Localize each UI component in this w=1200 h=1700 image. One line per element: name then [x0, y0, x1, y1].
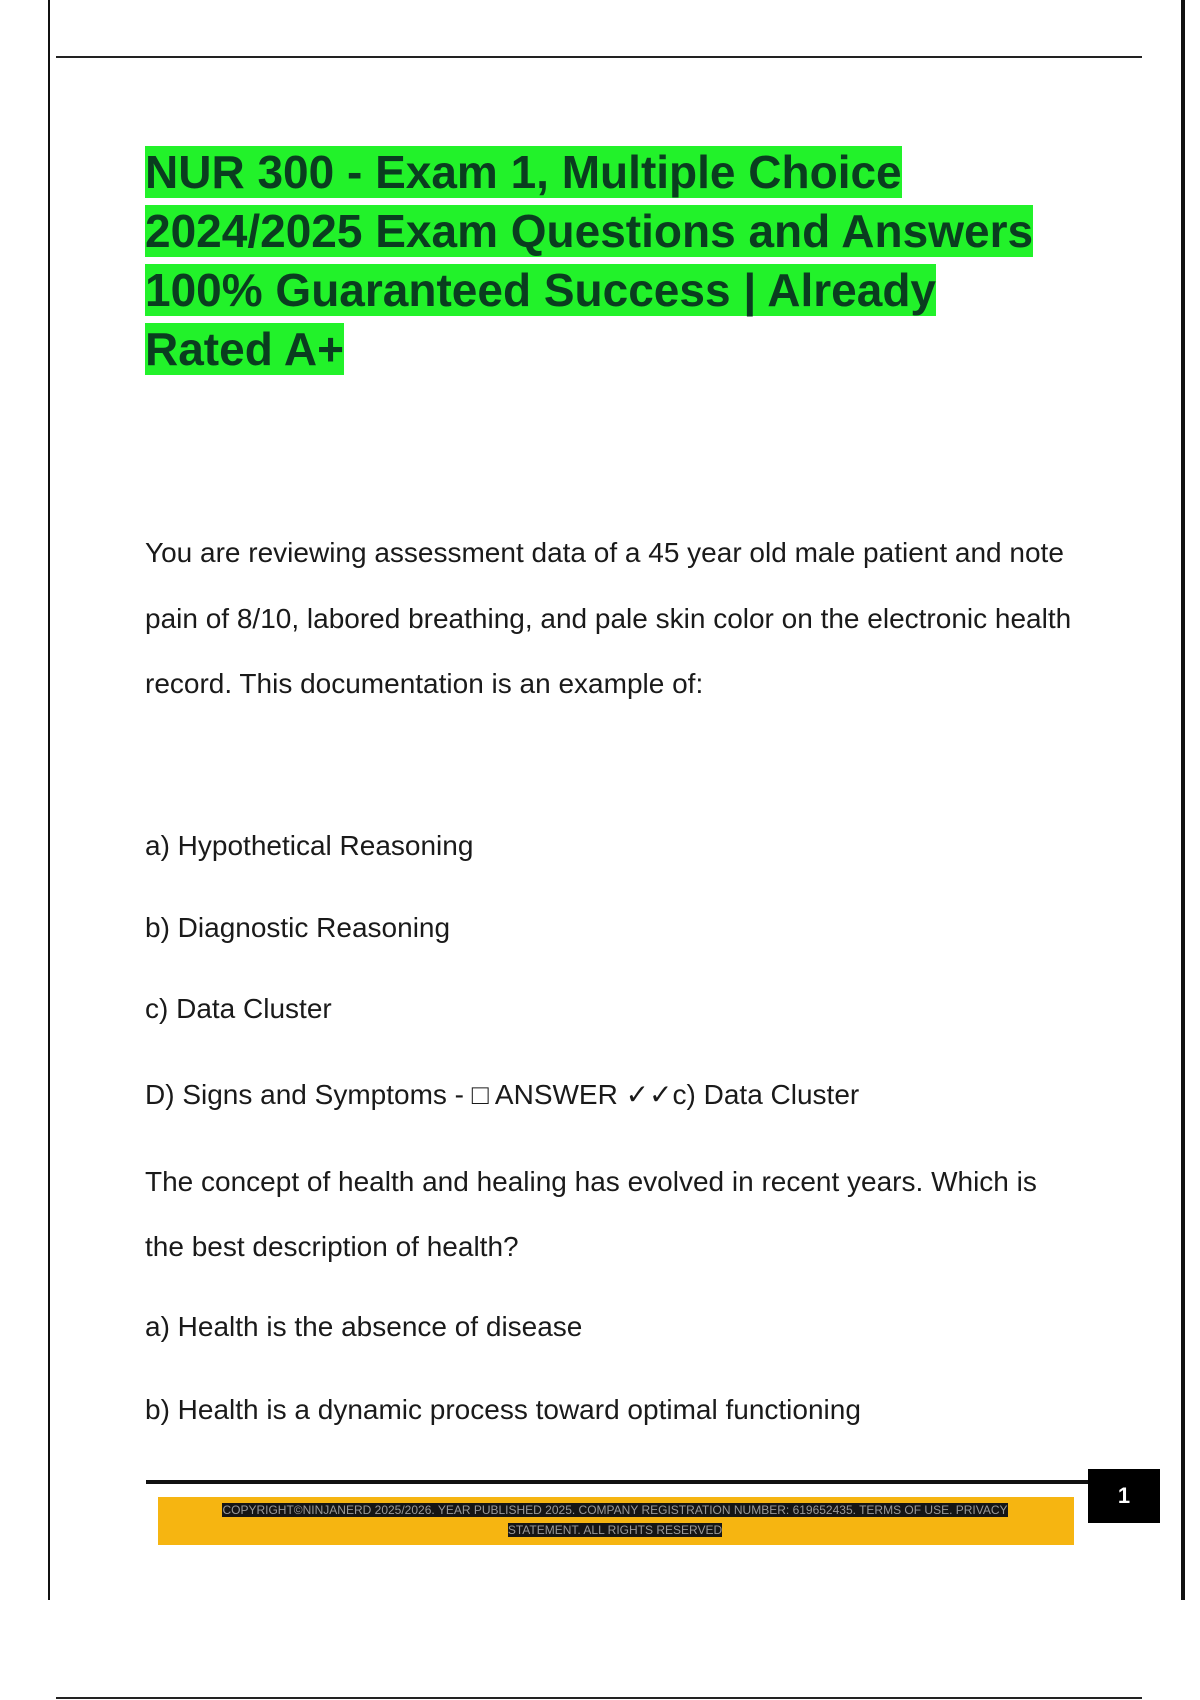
document-title	[145, 143, 1105, 379]
question-2-option-a: a) Health is the absence of disease	[145, 1311, 583, 1342]
copyright-line: STATEMENT. ALL RIGHTS RESERVED	[507, 1523, 723, 1537]
question-2-text: The concept of health and healing has evolved in recent years. Which is	[145, 1166, 1037, 1197]
copyright-line: COPYRIGHT©NINJANERD 2025/2026. YEAR PUBLISHED 2025. COMPANY REGISTRATION NUMBER: 619652435. TERMS OF USE. PRIVACY	[222, 1503, 1008, 1517]
question-2-option-b: b) Health is a dynamic process toward optimal functioning	[145, 1394, 861, 1425]
page-border-left	[48, 0, 50, 1600]
footer-rule	[146, 1480, 1088, 1484]
question-1-option-a: a) Hypothetical Reasoning	[145, 830, 474, 861]
question-1-text: pain of 8/10, labored breathing, and pale skin color on the electronic health	[145, 603, 1072, 634]
header-rule	[56, 56, 1142, 58]
question-2-text: the best description of health?	[145, 1231, 519, 1262]
title-line: 2024/2025 Exam Questions and Answers	[145, 205, 1034, 257]
question-1-option-c: c) Data Cluster	[145, 993, 332, 1024]
question-1-option-d-answer: D) Signs and Symptoms - □ ANSWER ✓✓c) Data Cluster	[145, 1079, 860, 1110]
title-line: Rated A+	[145, 323, 344, 375]
question-1-text: record. This documentation is an example of:	[145, 668, 704, 699]
copyright-notice	[170, 1500, 1060, 1540]
page-number: 1	[1088, 1469, 1160, 1523]
question-1-text: You are reviewing assessment data of a 45 year old male patient and note	[145, 537, 1064, 568]
title-line: 100% Guaranteed Success | Already	[145, 264, 937, 316]
next-page-rule	[56, 1697, 1142, 1699]
title-line: NUR 300 - Exam 1, Multiple Choice	[145, 146, 902, 198]
question-1-option-b: b) Diagnostic Reasoning	[145, 912, 451, 943]
page-border-right	[1181, 0, 1185, 1600]
